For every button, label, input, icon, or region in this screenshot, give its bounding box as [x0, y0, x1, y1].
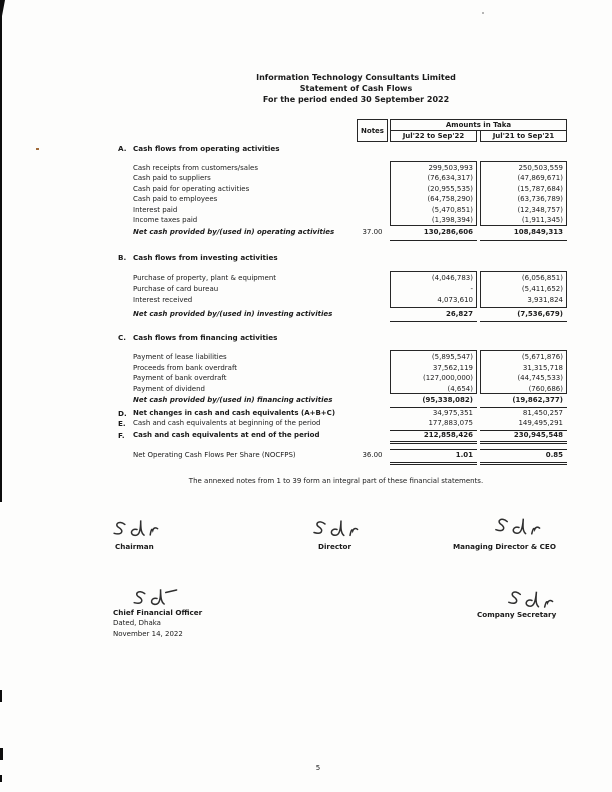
signature-scribble — [110, 515, 165, 543]
summary-f-value: 212,858,426 — [423, 431, 473, 439]
scan-artifact — [36, 148, 39, 150]
row-label: Interest received — [133, 296, 193, 304]
document-title-block — [156, 72, 556, 105]
scan-artifact — [482, 12, 484, 14]
row-value: (6,056,851) — [521, 274, 563, 282]
section-b-letter: B. — [118, 253, 127, 262]
total-rule — [390, 407, 477, 408]
section-b-title: Cash flows from investing activities — [133, 253, 278, 262]
net-row-value: (7,536,679) — [517, 310, 563, 318]
grand-total-rule — [480, 462, 567, 465]
period-line: For the period ended 30 September 2022 — [262, 95, 450, 104]
scan-artifact — [0, 690, 2, 702]
row-value: 299,503,993 — [428, 164, 473, 172]
row-value: (5,470,851) — [431, 206, 473, 214]
row-value: (127,000,000) — [423, 374, 473, 382]
summary-d-label: Net changes in cash and cash equivalents (A+B+C) — [133, 408, 336, 417]
nocfps-value: 1.01 — [455, 451, 473, 459]
row-label: Payment of dividend — [133, 384, 205, 393]
nocfps-label: Net Operating Cash Flows Per Share (NOCFPS) — [133, 451, 296, 459]
summary-f-label: Cash and cash equivalents at end of the period — [133, 431, 320, 439]
row-value: (1,398,394) — [431, 216, 473, 224]
row-value: (5,411,652) — [521, 285, 563, 293]
row-value: (4,046,783) — [431, 274, 473, 282]
total-rule — [480, 321, 567, 322]
row-value: (5,895,547) — [431, 353, 473, 361]
note-ref: 36.00 — [362, 451, 383, 459]
row-value: 250,503,559 — [518, 164, 563, 172]
summary-f-letter: F. — [118, 431, 125, 440]
row-value: (5,671,876) — [521, 353, 563, 361]
section-a-letter: A. — [118, 144, 127, 153]
row-label: Income taxes paid — [133, 216, 198, 224]
row-value: 37,562,119 — [432, 363, 473, 372]
total-rule — [390, 321, 477, 322]
net-row-label: Net cash provided by/(used in) operating activities — [133, 228, 335, 236]
section-c-letter: C. — [118, 333, 127, 342]
row-value: (1,911,345) — [521, 216, 563, 224]
scan-artifact — [0, 775, 2, 782]
row-label: Proceeds from bank overdraft — [133, 363, 238, 372]
total-rule — [480, 407, 567, 408]
row-value: (760,686) — [528, 384, 563, 393]
dateline-date: November 14, 2022 — [113, 630, 183, 638]
section-c-title: Cash flows from financing activities — [133, 333, 278, 342]
section-a-title: Cash flows from operating activities — [133, 144, 280, 153]
row-value: (44,745,533) — [517, 374, 563, 382]
nocfps-value: 0.85 — [545, 451, 563, 459]
signature-scribble — [310, 516, 364, 542]
scan-artifact — [0, 0, 5, 16]
grand-total-rule — [480, 441, 567, 444]
net-row-value: 26,827 — [445, 310, 473, 318]
summary-e-value: 177,883,075 — [428, 419, 473, 427]
row-label: Purchase of card bureau — [133, 285, 219, 293]
row-value: (63,736,789) — [517, 195, 563, 203]
amounts-header-cell: Amounts in Taka — [390, 119, 567, 131]
row-label: Cash paid to suppliers — [133, 174, 211, 182]
total-rule — [390, 449, 477, 450]
annexed-notes-line: The annexed notes from 1 to 39 form an integral part of these financial statements. — [188, 477, 484, 485]
row-value: 3,931,824 — [527, 296, 563, 304]
md-ceo-label: Managing Director & CEO — [453, 542, 556, 551]
statement-title: Statement of Cash Flows — [299, 84, 413, 93]
row-label: Interest paid — [133, 206, 178, 214]
summary-e-label: Cash and cash equivalents at beginning of the period — [133, 419, 321, 427]
notes-header-cell: Notes — [357, 119, 388, 142]
scan-artifact — [0, 0, 2, 502]
summary-d-value: 81,450,257 — [522, 408, 563, 417]
summary-d-letter: D. — [118, 408, 127, 418]
row-value: (20,955,535) — [427, 185, 473, 193]
chairman-label: Chairman — [115, 542, 154, 551]
row-value: (64,758,290) — [427, 195, 473, 203]
col1-header-cell: Jul'22 to Sep'22 — [390, 130, 477, 142]
net-row-value: 108,849,313 — [513, 228, 563, 236]
note-ref: 37.00 — [362, 228, 383, 236]
row-value: 31,315,718 — [522, 363, 563, 372]
net-row-value: 130,286,606 — [423, 228, 473, 236]
summary-e-value: 149,495,291 — [518, 419, 563, 427]
row-label: Cash paid for operating activities — [133, 185, 250, 193]
row-value: 4,073,610 — [437, 296, 473, 304]
page-number: 5 — [315, 764, 321, 772]
company-secretary-label: Company Secretary — [477, 610, 557, 619]
row-label: Payment of bank overdraft — [133, 374, 227, 382]
row-label: Cash paid to employees — [133, 195, 218, 203]
summary-f-value: 230,945,548 — [513, 431, 563, 439]
scan-artifact — [0, 748, 3, 760]
dateline-place: Dated, Dhaka — [113, 619, 161, 627]
net-row-value: (95,338,082) — [422, 395, 473, 404]
cfo-label: Chief Financial Officer — [113, 608, 203, 617]
net-row-value: (19,862,377) — [512, 395, 563, 404]
total-rule — [480, 240, 567, 241]
row-value: - — [470, 285, 473, 293]
net-row-label: Net cash provided by/(used in) investing activities — [133, 310, 333, 318]
net-row-label: Net cash provided by/(used in) financing activities — [133, 395, 333, 404]
row-label: Purchase of property, plant & equipment — [133, 274, 277, 282]
total-rule — [390, 240, 477, 241]
row-value: (47,869,671) — [517, 174, 563, 182]
director-label: Director — [318, 542, 352, 551]
grand-total-rule — [390, 441, 477, 444]
row-value: (4,654) — [447, 384, 473, 393]
summary-e-letter: E. — [118, 419, 126, 428]
row-value: (12,348,757) — [517, 206, 563, 214]
row-label: Cash receipts from customers/sales — [133, 164, 258, 172]
row-label: Payment of lease liabilities — [133, 353, 227, 361]
total-rule — [480, 449, 567, 450]
company-name: Information Technology Consultants Limited — [256, 73, 456, 82]
row-value: (76,634,317) — [427, 174, 473, 182]
grand-total-rule — [390, 462, 477, 465]
col2-header-cell: Jul'21 to Sep'21 — [480, 130, 567, 142]
row-value: (15,787,684) — [517, 185, 563, 193]
signature-scribble — [492, 513, 547, 541]
summary-d-value: 34,975,351 — [432, 408, 473, 417]
